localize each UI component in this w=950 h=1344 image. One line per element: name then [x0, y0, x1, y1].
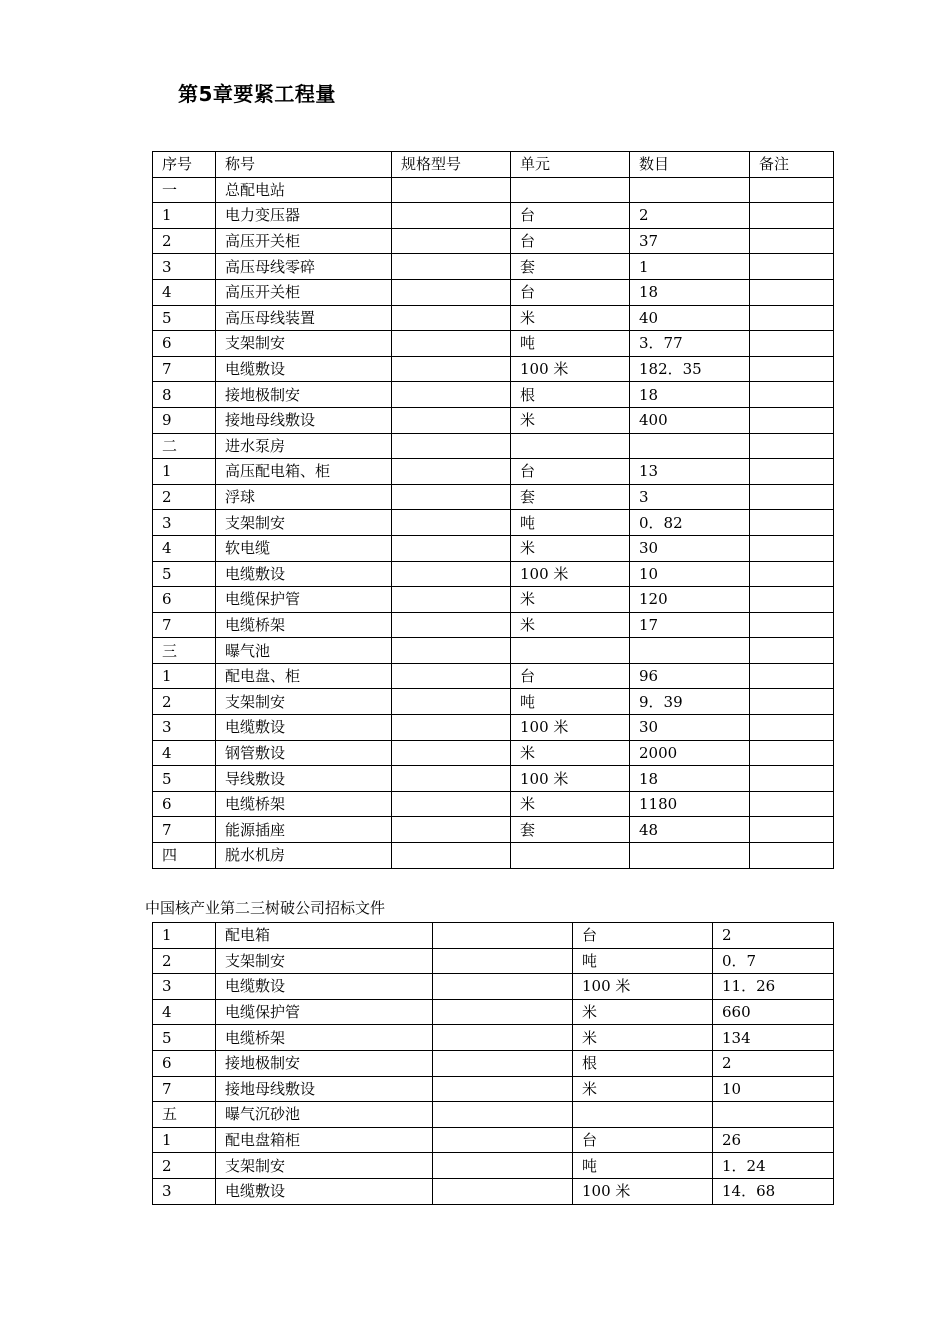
cell-remark — [750, 663, 834, 689]
cell-index: 8 — [153, 382, 216, 408]
cell-name: 高压母线零碎 — [216, 254, 392, 280]
cell-spec — [433, 1102, 573, 1128]
cell-quantity: 48 — [630, 817, 750, 843]
cell-name: 高压母线装置 — [216, 305, 392, 331]
cell-quantity — [630, 177, 750, 203]
table-row — [153, 612, 834, 638]
cell-quantity: 2 — [713, 1050, 834, 1076]
cell-spec — [392, 715, 511, 741]
cell-spec — [392, 228, 511, 254]
cell-unit: 米 — [511, 791, 630, 817]
table-row — [153, 459, 834, 485]
cell-unit: 米 — [573, 1076, 713, 1102]
table-row — [153, 791, 834, 817]
cell-name: 接地母线敷设 — [216, 407, 392, 433]
cell-remark — [750, 843, 834, 869]
cell-name: 脱水机房 — [216, 843, 392, 869]
header-remark: 备注 — [750, 152, 834, 178]
cell-spec — [392, 459, 511, 485]
cell-name: 支架制安 — [216, 510, 392, 536]
cell-unit: 米 — [511, 587, 630, 613]
cell-unit: 米 — [511, 612, 630, 638]
table-row — [153, 638, 834, 664]
table-row — [153, 407, 834, 433]
cell-quantity: 1 — [630, 254, 750, 280]
quantities-table — [152, 151, 834, 869]
cell-spec — [392, 382, 511, 408]
cell-index: 7 — [153, 356, 216, 382]
cell-index: 3 — [153, 1178, 216, 1204]
cell-remark — [750, 459, 834, 485]
cell-unit — [511, 843, 630, 869]
cell-name: 高压配电箱、柜 — [216, 459, 392, 485]
cell-quantity — [630, 843, 750, 869]
table-row — [153, 843, 834, 869]
cell-spec — [392, 638, 511, 664]
cell-quantity — [713, 1102, 834, 1128]
cell-unit: 100 米 — [573, 1178, 713, 1204]
cell-spec — [392, 587, 511, 613]
cell-quantity: 2 — [713, 923, 834, 949]
cell-index: 6 — [153, 331, 216, 357]
table-row — [153, 203, 834, 229]
cell-index: 二 — [153, 433, 216, 459]
cell-name: 软电缆 — [216, 535, 392, 561]
cell-spec — [392, 484, 511, 510]
table-row — [153, 331, 834, 357]
cell-remark — [750, 740, 834, 766]
cell-index: 7 — [153, 612, 216, 638]
cell-quantity: 26 — [713, 1127, 834, 1153]
table-row — [153, 1127, 834, 1153]
cell-unit: 吨 — [573, 948, 713, 974]
cell-index: 4 — [153, 999, 216, 1025]
page-title: 第5章要紧工程量 — [178, 82, 336, 106]
cell-spec — [392, 356, 511, 382]
cell-spec — [433, 1076, 573, 1102]
cell-unit: 根 — [573, 1050, 713, 1076]
cell-spec — [392, 561, 511, 587]
table-row — [153, 1050, 834, 1076]
cell-remark — [750, 407, 834, 433]
table-row — [153, 484, 834, 510]
cell-quantity: 182．35 — [630, 356, 750, 382]
cell-index: 2 — [153, 484, 216, 510]
cell-index: 4 — [153, 535, 216, 561]
table-row — [153, 305, 834, 331]
cell-quantity: 30 — [630, 535, 750, 561]
table-row — [153, 689, 834, 715]
cell-spec — [392, 843, 511, 869]
table-row — [153, 535, 834, 561]
cell-quantity: 37 — [630, 228, 750, 254]
cell-remark — [750, 433, 834, 459]
cell-unit: 套 — [511, 484, 630, 510]
cell-index: 3 — [153, 715, 216, 741]
cell-unit: 吨 — [511, 689, 630, 715]
cell-spec — [392, 331, 511, 357]
cell-spec — [433, 999, 573, 1025]
cell-quantity: 17 — [630, 612, 750, 638]
cell-quantity: 13 — [630, 459, 750, 485]
cell-unit: 米 — [511, 535, 630, 561]
cell-quantity: 30 — [630, 715, 750, 741]
cell-remark — [750, 382, 834, 408]
cell-spec — [392, 510, 511, 536]
cell-spec — [392, 689, 511, 715]
cell-index: 7 — [153, 817, 216, 843]
cell-quantity: 14．68 — [713, 1178, 834, 1204]
cell-unit: 台 — [573, 923, 713, 949]
cell-quantity: 10 — [630, 561, 750, 587]
cell-unit: 台 — [511, 228, 630, 254]
cell-unit: 100 米 — [511, 766, 630, 792]
cell-unit — [511, 433, 630, 459]
cell-spec — [433, 1127, 573, 1153]
cell-name: 支架制安 — [216, 331, 392, 357]
cell-quantity: 2000 — [630, 740, 750, 766]
cell-quantity: 40 — [630, 305, 750, 331]
table-row — [153, 1153, 834, 1179]
cell-unit: 套 — [511, 817, 630, 843]
cell-quantity: 96 — [630, 663, 750, 689]
document-caption: 中国核产业第二三树破公司招标文件 — [145, 899, 386, 917]
cell-unit — [511, 177, 630, 203]
cell-remark — [750, 817, 834, 843]
cell-spec — [433, 1178, 573, 1204]
cell-index: 5 — [153, 1025, 216, 1051]
cell-quantity: 18 — [630, 279, 750, 305]
cell-remark — [750, 203, 834, 229]
cell-name: 高压开关柜 — [216, 279, 392, 305]
cell-unit: 台 — [511, 459, 630, 485]
table-row — [153, 740, 834, 766]
cell-name: 电缆保护管 — [216, 587, 392, 613]
cell-index: 三 — [153, 638, 216, 664]
header-name: 称号 — [216, 152, 392, 178]
cell-quantity: 3．77 — [630, 331, 750, 357]
cell-spec — [392, 817, 511, 843]
cell-name: 配电盘、柜 — [216, 663, 392, 689]
cell-unit: 100 米 — [573, 974, 713, 1000]
cell-spec — [392, 305, 511, 331]
cell-index: 5 — [153, 305, 216, 331]
cell-unit — [511, 638, 630, 664]
cell-remark — [750, 715, 834, 741]
cell-spec — [392, 535, 511, 561]
cell-unit: 根 — [511, 382, 630, 408]
cell-index: 1 — [153, 459, 216, 485]
table-row — [153, 1178, 834, 1204]
cell-quantity: 2 — [630, 203, 750, 229]
cell-index: 5 — [153, 561, 216, 587]
header-spec: 规格型号 — [392, 152, 511, 178]
cell-quantity: 1．24 — [713, 1153, 834, 1179]
cell-remark — [750, 510, 834, 536]
cell-index: 2 — [153, 689, 216, 715]
cell-index: 4 — [153, 279, 216, 305]
cell-remark — [750, 689, 834, 715]
cell-name: 电缆桥架 — [216, 612, 392, 638]
table-row — [153, 510, 834, 536]
cell-remark — [750, 791, 834, 817]
table-row — [153, 228, 834, 254]
table-row — [153, 356, 834, 382]
quantities-table-continued — [152, 922, 834, 1205]
cell-unit: 吨 — [511, 510, 630, 536]
cell-unit: 吨 — [573, 1153, 713, 1179]
cell-name: 配电箱 — [216, 923, 433, 949]
cell-spec — [392, 663, 511, 689]
cell-quantity: 18 — [630, 766, 750, 792]
cell-name: 支架制安 — [216, 689, 392, 715]
cell-spec — [392, 766, 511, 792]
cell-index: 1 — [153, 1127, 216, 1153]
cell-unit: 台 — [511, 663, 630, 689]
cell-quantity: 18 — [630, 382, 750, 408]
cell-spec — [392, 177, 511, 203]
cell-quantity: 11．26 — [713, 974, 834, 1000]
cell-spec — [392, 407, 511, 433]
cell-index: 2 — [153, 1153, 216, 1179]
table-row — [153, 561, 834, 587]
cell-name: 接地极制安 — [216, 382, 392, 408]
cell-index: 5 — [153, 766, 216, 792]
cell-remark — [750, 612, 834, 638]
cell-quantity: 134 — [713, 1025, 834, 1051]
header-unit: 单元 — [511, 152, 630, 178]
table-row — [153, 948, 834, 974]
cell-remark — [750, 279, 834, 305]
table-row — [153, 1076, 834, 1102]
cell-remark — [750, 484, 834, 510]
cell-remark — [750, 638, 834, 664]
table-row — [153, 715, 834, 741]
cell-quantity: 10 — [713, 1076, 834, 1102]
cell-index: 五 — [153, 1102, 216, 1128]
cell-spec — [433, 923, 573, 949]
cell-unit: 吨 — [511, 331, 630, 357]
table-row — [153, 1025, 834, 1051]
cell-remark — [750, 561, 834, 587]
cell-spec — [392, 279, 511, 305]
cell-spec — [392, 612, 511, 638]
cell-unit: 台 — [511, 203, 630, 229]
cell-name: 电缆敷设 — [216, 1178, 433, 1204]
cell-name: 高压开关柜 — [216, 228, 392, 254]
cell-spec — [392, 203, 511, 229]
cell-unit: 台 — [573, 1127, 713, 1153]
cell-spec — [433, 974, 573, 1000]
table-row — [153, 974, 834, 1000]
table-row — [153, 382, 834, 408]
cell-quantity: 0．82 — [630, 510, 750, 536]
cell-remark — [750, 331, 834, 357]
cell-name: 电缆敷设 — [216, 561, 392, 587]
cell-remark — [750, 177, 834, 203]
cell-remark — [750, 587, 834, 613]
cell-index: 4 — [153, 740, 216, 766]
cell-name: 能源插座 — [216, 817, 392, 843]
table-row — [153, 817, 834, 843]
cell-quantity: 0．7 — [713, 948, 834, 974]
cell-name: 电缆敷设 — [216, 356, 392, 382]
cell-name: 电缆敷设 — [216, 715, 392, 741]
cell-remark — [750, 356, 834, 382]
cell-index: 1 — [153, 923, 216, 949]
cell-name: 接地母线敷设 — [216, 1076, 433, 1102]
cell-index: 6 — [153, 587, 216, 613]
cell-remark — [750, 535, 834, 561]
table-row — [153, 663, 834, 689]
cell-name: 支架制安 — [216, 1153, 433, 1179]
cell-quantity — [630, 638, 750, 664]
cell-name: 总配电站 — [216, 177, 392, 203]
cell-index: 1 — [153, 203, 216, 229]
cell-unit: 套 — [511, 254, 630, 280]
table-row — [153, 254, 834, 280]
cell-name: 浮球 — [216, 484, 392, 510]
cell-unit: 米 — [511, 740, 630, 766]
cell-name: 电缆保护管 — [216, 999, 433, 1025]
cell-unit: 100 米 — [511, 715, 630, 741]
cell-spec — [433, 1050, 573, 1076]
table-row — [153, 923, 834, 949]
cell-unit: 米 — [511, 305, 630, 331]
cell-name: 配电盘箱柜 — [216, 1127, 433, 1153]
table-row — [153, 433, 834, 459]
cell-remark — [750, 254, 834, 280]
cell-name: 电缆敷设 — [216, 974, 433, 1000]
cell-quantity: 1180 — [630, 791, 750, 817]
cell-unit: 米 — [511, 407, 630, 433]
table-row — [153, 1102, 834, 1128]
cell-name: 电缆桥架 — [216, 1025, 433, 1051]
cell-name: 接地极制安 — [216, 1050, 433, 1076]
cell-unit — [573, 1102, 713, 1128]
cell-index: 3 — [153, 254, 216, 280]
header-index: 序号 — [153, 152, 216, 178]
cell-remark — [750, 766, 834, 792]
cell-unit: 100 米 — [511, 561, 630, 587]
table-row — [153, 279, 834, 305]
cell-remark — [750, 305, 834, 331]
cell-spec — [392, 433, 511, 459]
cell-name: 钢管敷设 — [216, 740, 392, 766]
table-row — [153, 587, 834, 613]
cell-index: 2 — [153, 228, 216, 254]
header-quantity: 数目 — [630, 152, 750, 178]
cell-unit: 台 — [511, 279, 630, 305]
cell-name: 进水泵房 — [216, 433, 392, 459]
cell-spec — [433, 948, 573, 974]
cell-index: 四 — [153, 843, 216, 869]
cell-quantity: 400 — [630, 407, 750, 433]
cell-name: 电缆桥架 — [216, 791, 392, 817]
table-row — [153, 999, 834, 1025]
cell-index: 3 — [153, 510, 216, 536]
cell-name: 曝气池 — [216, 638, 392, 664]
cell-index: 一 — [153, 177, 216, 203]
cell-index: 3 — [153, 974, 216, 1000]
cell-unit: 100 米 — [511, 356, 630, 382]
table-row — [153, 766, 834, 792]
cell-unit: 米 — [573, 999, 713, 1025]
table-row — [153, 177, 834, 203]
cell-name: 导线敷设 — [216, 766, 392, 792]
cell-name: 支架制安 — [216, 948, 433, 974]
cell-index: 9 — [153, 407, 216, 433]
cell-spec — [392, 254, 511, 280]
cell-spec — [392, 740, 511, 766]
table-header-row — [153, 152, 834, 178]
cell-index: 1 — [153, 663, 216, 689]
cell-index: 6 — [153, 1050, 216, 1076]
cell-remark — [750, 228, 834, 254]
cell-spec — [433, 1025, 573, 1051]
cell-quantity: 120 — [630, 587, 750, 613]
cell-index: 2 — [153, 948, 216, 974]
cell-index: 7 — [153, 1076, 216, 1102]
cell-spec — [433, 1153, 573, 1179]
cell-quantity: 9．39 — [630, 689, 750, 715]
cell-quantity: 3 — [630, 484, 750, 510]
cell-spec — [392, 791, 511, 817]
cell-name: 曝气沉砂池 — [216, 1102, 433, 1128]
cell-name: 电力变压器 — [216, 203, 392, 229]
cell-quantity: 660 — [713, 999, 834, 1025]
cell-index: 6 — [153, 791, 216, 817]
cell-quantity — [630, 433, 750, 459]
cell-unit: 米 — [573, 1025, 713, 1051]
